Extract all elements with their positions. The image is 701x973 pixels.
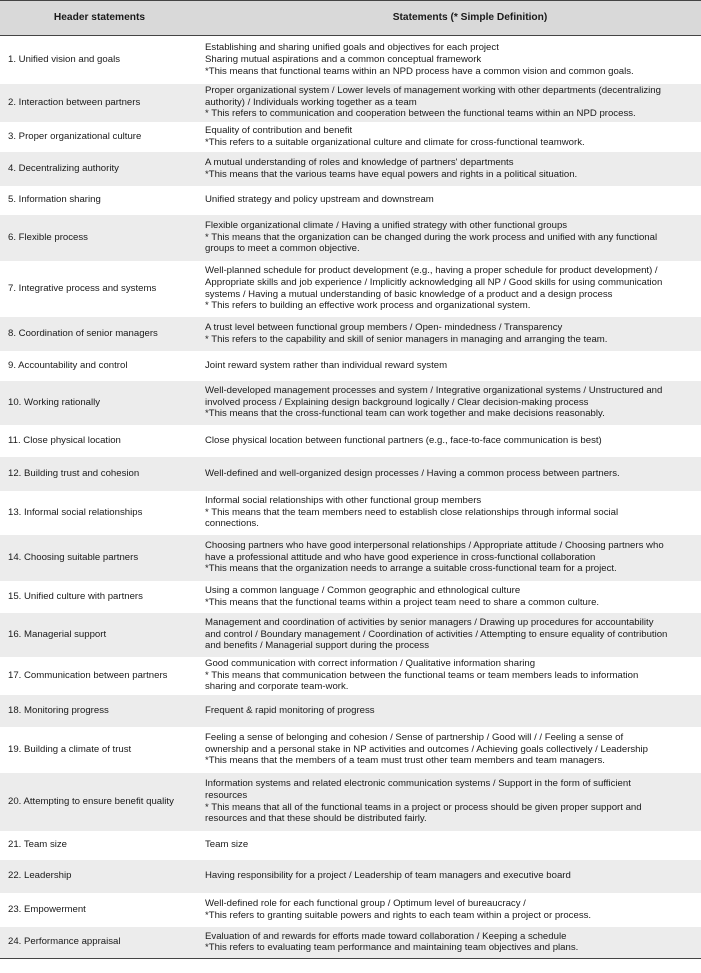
header-statement-cell: 22. Leadership (8, 870, 72, 882)
statement-line: * This means that the team members need to establish close relationships through informal social (205, 506, 619, 518)
column-header-header-statements: Header statements (0, 1, 199, 36)
header-statement-cell: 10. Working rationally (8, 396, 101, 408)
statement-line: *This means that functional teams within an NPD process have a common vision and common goals. (205, 65, 634, 77)
statement-line: Joint reward system rather than individual reward system (205, 359, 448, 371)
statement-line: Equality of contribution and benefit (205, 124, 353, 136)
table-row (0, 425, 701, 457)
statement-line: Sharing mutual aspirations and a common conceptual framework (205, 53, 482, 65)
header-statement-cell: 13. Informal social relationships (8, 506, 143, 518)
table-row (0, 215, 701, 261)
table-row (0, 491, 701, 535)
statement-line: groups to meet a common objective. (205, 243, 360, 255)
header-statement-cell: 12. Building trust and cohesion (8, 467, 140, 479)
table-row (0, 457, 701, 491)
statement-line: authority) / Individuals working together as a team (205, 96, 417, 108)
statement-line: Proper organizational system / Lower levels of management working with other departments (decentralizing (205, 85, 661, 97)
statement-line: Well-planned schedule for product development (e.g., having a proper schedule for product development) / (205, 265, 658, 277)
statement-line: Having responsibility for a project / Leadership of team managers and executive board (205, 870, 571, 882)
statement-cell (199, 261, 701, 317)
header-statement-cell: 18. Monitoring progress (8, 704, 109, 716)
statement-line: Well-defined role for each functional group / Optimum level of bureaucracy / (205, 897, 526, 909)
header-statement-cell: 15. Unified culture with partners (8, 590, 143, 602)
statement-cell (199, 491, 701, 535)
statement-line: Appropriate skills and job experience / Implicitly acknowledging all NP / Good skills for using communication (205, 276, 663, 288)
statement-cell (199, 727, 701, 773)
statement-line: Team size (205, 839, 249, 851)
table-row (0, 261, 701, 317)
statement-line: * This means that communication between the functional teams or team members leads to information (205, 669, 639, 681)
table-row (0, 657, 701, 695)
statement-cell (199, 535, 701, 581)
statement-line: have a professional attitude and who have good experience in cross-functional collaboration (205, 551, 596, 563)
statement-cell (199, 860, 701, 893)
statement-cell (199, 36, 701, 84)
statement-cell (199, 695, 701, 727)
statement-cell (199, 581, 701, 613)
table-row (0, 727, 701, 773)
statement-line: *This means that the cross-functional team can work together and make decisions reasonably. (205, 408, 605, 420)
statement-cell (199, 351, 701, 381)
statement-line: * This means that the organization can be changed during the work process and unified with any functional (205, 231, 658, 243)
column-header-statements: Statements (* Simple Definition) (199, 1, 701, 36)
statement-cell (199, 893, 701, 927)
header-statement-cell: 14. Choosing suitable partners (8, 551, 139, 563)
table-row (0, 152, 701, 186)
table-row (0, 695, 701, 727)
statement-line: resources and that these should be distributed fairly. (205, 813, 427, 825)
statement-line: *This means that the functional teams within a project team need to share a common culture. (205, 596, 600, 608)
header-statement-cell: 11. Close physical location (8, 434, 121, 446)
statement-line: Good communication with correct information / Qualitative information sharing (205, 658, 536, 670)
header-statement-cell: 23. Empowerment (8, 903, 86, 915)
table-header-row (0, 1, 701, 36)
statement-line: Choosing partners who have good interpersonal relationships / Appropriate attitude / Choosing partners who (205, 540, 664, 552)
header-statement-cell: 3. Proper organizational culture (8, 130, 142, 142)
table-row (0, 381, 701, 425)
statement-line: A trust level between functional group members / Open- mindedness / Transparency (205, 321, 563, 333)
header-statement-cell: 4. Decentralizing authority (8, 162, 119, 174)
statement-line: Feeling a sense of belonging and cohesion / Sense of partnership / Good will / / Feeling a sense of (205, 732, 624, 744)
statement-line: Flexible organizational climate / Having a unified strategy with other functional groups (205, 220, 568, 232)
statement-cell (199, 657, 701, 695)
statement-line: and control / Boundary management / Coordination of activities / Attempting to ensure equality of contribution (205, 628, 668, 640)
table-row (0, 535, 701, 581)
statement-cell (199, 84, 701, 122)
statement-line: Management and coordination of activities by senior managers / Drawing up procedures for accountability (205, 617, 654, 629)
statement-cell (199, 152, 701, 186)
table-row (0, 122, 701, 152)
statement-line: * This refers to the capability and skill of senior managers in managing and arranging the team. (205, 333, 608, 345)
statement-line: Establishing and sharing unified goals and objectives for each project (205, 42, 499, 54)
table-row (0, 860, 701, 893)
statement-line: connections. (205, 518, 259, 530)
statement-line: *This refers to a suitable organizational culture and climate for cross-functional teamwork. (205, 136, 585, 148)
statement-line: Informal social relationships with other functional group members (205, 495, 482, 507)
statement-line: Well-defined and well-organized design processes / Having a common process between partners. (205, 467, 620, 479)
statement-line: Evaluation of and rewards for efforts made toward collaboration / Keeping a schedule (205, 930, 567, 942)
table-row (0, 351, 701, 381)
statement-line: * This refers to building an effective work process and organizational system. (205, 300, 531, 312)
table-row (0, 84, 701, 122)
statement-cell (199, 122, 701, 152)
statement-line: Frequent & rapid monitoring of progress (205, 704, 375, 716)
statement-line: Information systems and related electronic communication systems / Support in the form of sufficient (205, 778, 631, 790)
statement-line: sharing and corporate team-work. (205, 681, 349, 693)
header-statement-cell: 2. Interaction between partners (8, 96, 141, 108)
statement-cell (199, 317, 701, 351)
statement-line: involved process / Explaining design background logically / Clear decision-making process (205, 396, 589, 408)
table-body (0, 36, 701, 959)
statement-line: *This means that the members of a team must trust other team members and team managers. (205, 755, 605, 767)
statement-line: ownership and a personal stake in NP activities and outcomes / Achieving goals collectively / Leadership (205, 743, 648, 755)
statement-line: Close physical location between functional partners (e.g., face-to-face communication is best) (205, 434, 602, 446)
statement-line: and benefits / Managerial support during the process (205, 640, 429, 652)
header-statement-cell: 20. Attempting to ensure benefit quality (8, 795, 174, 807)
table-row (0, 613, 701, 657)
header-statement-cell: 6. Flexible process (8, 231, 88, 243)
statement-line: resources (205, 789, 248, 801)
table-row (0, 581, 701, 613)
table-row (0, 317, 701, 351)
header-statement-cell: 7. Integrative process and systems (8, 282, 157, 294)
table-row (0, 36, 701, 84)
statement-cell (199, 186, 701, 215)
header-statement-cell: 19. Building a climate of trust (8, 743, 132, 755)
header-statement-cell: 24. Performance appraisal (0, 927, 199, 959)
statement-cell (199, 457, 701, 491)
header-statement-cell: 9. Accountability and control (8, 359, 128, 371)
statement-line: *This refers to granting suitable powers and rights to each team within a project or process. (205, 909, 592, 921)
statement-line: * This means that all of the functional teams in a project or process should be given proper support and (205, 801, 642, 813)
statement-line: Using a common language / Common geographic and ethnological culture (205, 584, 521, 596)
statement-cell (199, 381, 701, 425)
statement-line: * This refers to communication and cooperation between the functional teams within an NPD process. (205, 108, 636, 120)
header-statement-cell: 5. Information sharing (8, 194, 101, 206)
statement-line: A mutual understanding of roles and knowledge of partners' departments (205, 156, 514, 168)
header-statement-cell: 1. Unified vision and goals (8, 53, 120, 65)
table-row (0, 927, 701, 959)
statement-cell (199, 215, 701, 261)
table-row (0, 831, 701, 860)
header-statement-cell: 17. Communication between partners (8, 669, 168, 681)
statement-cell (199, 425, 701, 457)
statement-cell (199, 613, 701, 657)
statement-cell (199, 831, 701, 860)
statement-cell (199, 927, 701, 959)
table-row (0, 893, 701, 927)
table-row (0, 186, 701, 215)
statement-line: *This refers to evaluating team performance and maintaining team objectives and plans. (205, 942, 579, 954)
statement-line: *This means that the various teams have equal powers and rights in a political situation. (205, 168, 578, 180)
statement-line: *This means that the organization needs to arrange a suitable cross-functional team for a project. (205, 563, 617, 575)
statement-line: Well-developed management processes and system / Integrative organizational systems / Unstructured and (205, 385, 663, 397)
table-row (0, 773, 701, 831)
statement-cell (199, 773, 701, 831)
header-statement-cell: 8. Coordination of senior managers (8, 327, 158, 339)
header-statement-cell: 21. Team size (8, 839, 68, 851)
statement-line: Unified strategy and policy upstream and downstream (205, 194, 434, 206)
header-statement-cell: 16. Managerial support (8, 628, 107, 640)
statement-line: systems / Having a mutual understanding of basic knowledge of a product and a design process (205, 288, 613, 300)
